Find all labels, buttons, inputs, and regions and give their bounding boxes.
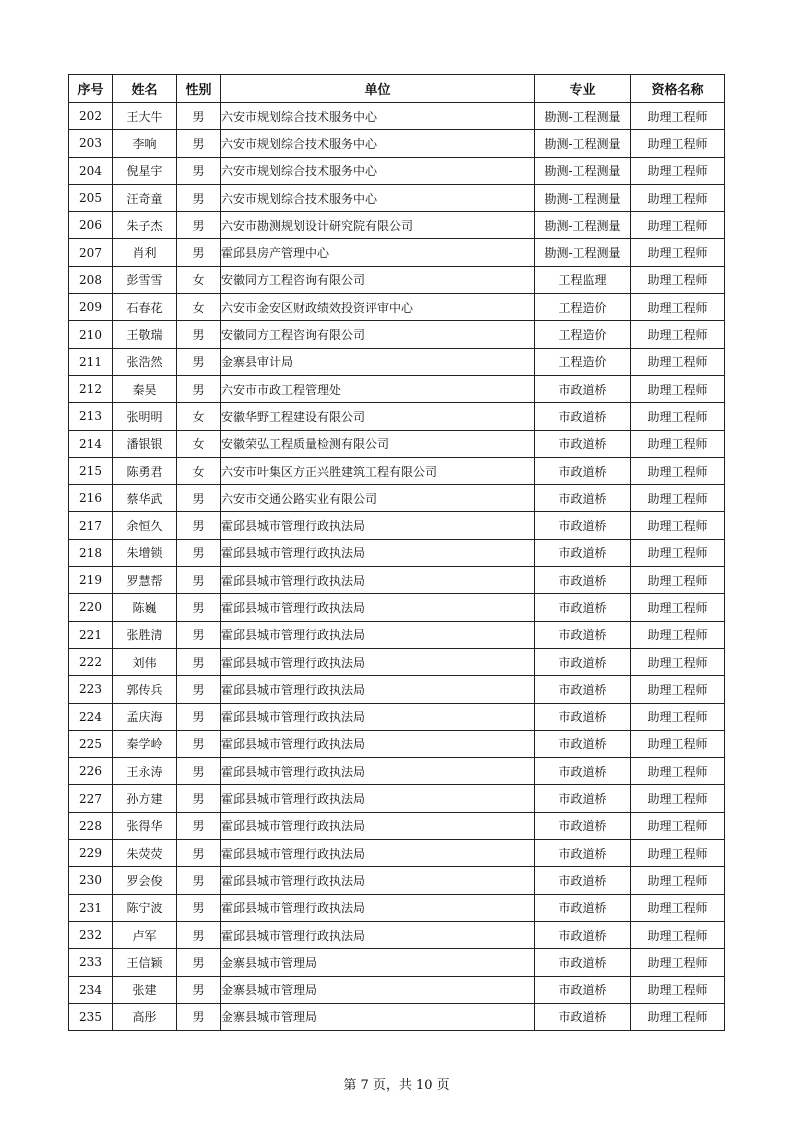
cell-seq: 204 — [69, 157, 113, 184]
cell-qualification: 助理工程师 — [631, 894, 725, 921]
page-number: 第 7 页，共 10 页 — [343, 1078, 450, 1093]
cell-major: 勘测-工程测量 — [535, 239, 631, 266]
cell-major: 市政道桥 — [535, 457, 631, 484]
cell-name: 孙方建 — [113, 785, 177, 812]
cell-gender: 女 — [177, 266, 221, 293]
cell-gender: 男 — [177, 676, 221, 703]
table-row — [69, 266, 725, 293]
cell-qualification: 助理工程师 — [631, 1003, 725, 1030]
cell-unit: 安徽同方工程咨询有限公司 — [221, 321, 535, 348]
cell-gender: 男 — [177, 976, 221, 1003]
cell-qualification: 助理工程师 — [631, 730, 725, 757]
cell-major: 市政道桥 — [535, 430, 631, 457]
cell-seq: 209 — [69, 294, 113, 321]
cell-name: 陈宁波 — [113, 894, 177, 921]
cell-unit: 霍邱县城市管理行政执法局 — [221, 785, 535, 812]
cell-unit: 霍邱县城市管理行政执法局 — [221, 567, 535, 594]
cell-qualification: 助理工程师 — [631, 812, 725, 839]
cell-seq: 208 — [69, 266, 113, 293]
cell-gender: 男 — [177, 758, 221, 785]
cell-unit: 金寨县城市管理局 — [221, 976, 535, 1003]
cell-qualification: 助理工程师 — [631, 758, 725, 785]
cell-qualification: 助理工程师 — [631, 676, 725, 703]
cell-major: 市政道桥 — [535, 512, 631, 539]
cell-seq: 217 — [69, 512, 113, 539]
cell-seq: 229 — [69, 840, 113, 867]
cell-seq: 220 — [69, 594, 113, 621]
cell-gender: 男 — [177, 921, 221, 948]
cell-unit: 霍邱县城市管理行政执法局 — [221, 730, 535, 757]
table-row — [69, 648, 725, 675]
cell-qualification: 助理工程师 — [631, 266, 725, 293]
cell-qualification: 助理工程师 — [631, 375, 725, 402]
cell-gender: 男 — [177, 348, 221, 375]
cell-seq: 205 — [69, 184, 113, 211]
table-row — [69, 375, 725, 402]
cell-unit: 六安市规划综合技术服务中心 — [221, 103, 535, 130]
cell-major: 工程造价 — [535, 294, 631, 321]
cell-gender: 男 — [177, 594, 221, 621]
cell-seq: 234 — [69, 976, 113, 1003]
cell-name: 秦昊 — [113, 375, 177, 402]
cell-gender: 男 — [177, 840, 221, 867]
cell-qualification: 助理工程师 — [631, 485, 725, 512]
cell-gender: 男 — [177, 103, 221, 130]
cell-gender: 男 — [177, 184, 221, 211]
cell-name: 王大牛 — [113, 103, 177, 130]
cell-unit: 六安市叶集区方正兴胜建筑工程有限公司 — [221, 457, 535, 484]
table-row — [69, 676, 725, 703]
cell-gender: 男 — [177, 1003, 221, 1030]
cell-unit: 霍邱县房产管理中心 — [221, 239, 535, 266]
cell-major: 工程监理 — [535, 266, 631, 293]
header-name: 姓名 — [113, 75, 177, 103]
cell-qualification: 助理工程师 — [631, 130, 725, 157]
cell-name: 朱荧荧 — [113, 840, 177, 867]
cell-name: 孟庆海 — [113, 703, 177, 730]
cell-gender: 男 — [177, 949, 221, 976]
cell-seq: 210 — [69, 321, 113, 348]
cell-qualification: 助理工程师 — [631, 840, 725, 867]
cell-major: 勘测-工程测量 — [535, 130, 631, 157]
cell-major: 市政道桥 — [535, 840, 631, 867]
cell-qualification: 助理工程师 — [631, 294, 725, 321]
cell-major: 市政道桥 — [535, 594, 631, 621]
cell-gender: 男 — [177, 157, 221, 184]
cell-qualification: 助理工程师 — [631, 921, 725, 948]
cell-unit: 六安市市政工程管理处 — [221, 375, 535, 402]
cell-seq: 226 — [69, 758, 113, 785]
header-unit: 单位 — [221, 75, 535, 103]
cell-major: 工程造价 — [535, 321, 631, 348]
header-qualification: 资格名称 — [631, 75, 725, 103]
cell-unit: 霍邱县城市管理行政执法局 — [221, 594, 535, 621]
cell-gender: 女 — [177, 403, 221, 430]
cell-seq: 227 — [69, 785, 113, 812]
cell-qualification: 助理工程师 — [631, 430, 725, 457]
header-gender: 性别 — [177, 75, 221, 103]
cell-name: 张浩然 — [113, 348, 177, 375]
table-row — [69, 294, 725, 321]
cell-unit: 安徽华野工程建设有限公司 — [221, 403, 535, 430]
table-row — [69, 594, 725, 621]
cell-seq: 214 — [69, 430, 113, 457]
cell-unit: 六安市规划综合技术服务中心 — [221, 157, 535, 184]
cell-gender: 女 — [177, 457, 221, 484]
cell-unit: 六安市勘测规划设计研究院有限公司 — [221, 212, 535, 239]
table-row — [69, 894, 725, 921]
cell-major: 市政道桥 — [535, 375, 631, 402]
cell-unit: 霍邱县城市管理行政执法局 — [221, 921, 535, 948]
cell-seq: 224 — [69, 703, 113, 730]
cell-name: 王永涛 — [113, 758, 177, 785]
table-row — [69, 512, 725, 539]
cell-name: 高彤 — [113, 1003, 177, 1030]
cell-seq: 223 — [69, 676, 113, 703]
cell-gender: 男 — [177, 703, 221, 730]
cell-major: 市政道桥 — [535, 812, 631, 839]
cell-gender: 男 — [177, 375, 221, 402]
cell-qualification: 助理工程师 — [631, 184, 725, 211]
table-row — [69, 921, 725, 948]
header-seq: 序号 — [69, 75, 113, 103]
cell-unit: 霍邱县城市管理行政执法局 — [221, 539, 535, 566]
cell-gender: 男 — [177, 321, 221, 348]
cell-seq: 222 — [69, 648, 113, 675]
cell-name: 潘银银 — [113, 430, 177, 457]
table-row — [69, 840, 725, 867]
cell-qualification: 助理工程师 — [631, 239, 725, 266]
cell-gender: 男 — [177, 894, 221, 921]
cell-name: 张明明 — [113, 403, 177, 430]
table-row — [69, 758, 725, 785]
table-row — [69, 812, 725, 839]
table-row — [69, 184, 725, 211]
cell-major: 市政道桥 — [535, 676, 631, 703]
cell-qualification: 助理工程师 — [631, 594, 725, 621]
table-row — [69, 130, 725, 157]
cell-qualification: 助理工程师 — [631, 539, 725, 566]
cell-name: 余恒久 — [113, 512, 177, 539]
table-row — [69, 703, 725, 730]
cell-unit: 金寨县城市管理局 — [221, 949, 535, 976]
header-row — [69, 75, 725, 103]
cell-major: 勘测-工程测量 — [535, 157, 631, 184]
cell-qualification: 助理工程师 — [631, 457, 725, 484]
table-row — [69, 348, 725, 375]
table-row — [69, 103, 725, 130]
cell-gender: 男 — [177, 539, 221, 566]
table-body — [69, 103, 725, 1031]
cell-qualification: 助理工程师 — [631, 648, 725, 675]
cell-qualification: 助理工程师 — [631, 157, 725, 184]
cell-major: 市政道桥 — [535, 730, 631, 757]
cell-seq: 221 — [69, 621, 113, 648]
cell-name: 石春花 — [113, 294, 177, 321]
cell-name: 王敬瑞 — [113, 321, 177, 348]
cell-gender: 女 — [177, 430, 221, 457]
cell-qualification: 助理工程师 — [631, 949, 725, 976]
cell-qualification: 助理工程师 — [631, 621, 725, 648]
cell-gender: 男 — [177, 785, 221, 812]
cell-major: 勘测-工程测量 — [535, 103, 631, 130]
table-row — [69, 867, 725, 894]
cell-name: 倪星宇 — [113, 157, 177, 184]
cell-major: 工程造价 — [535, 348, 631, 375]
cell-unit: 六安市规划综合技术服务中心 — [221, 184, 535, 211]
cell-seq: 215 — [69, 457, 113, 484]
cell-gender: 男 — [177, 485, 221, 512]
cell-name: 肖利 — [113, 239, 177, 266]
cell-name: 王信颖 — [113, 949, 177, 976]
cell-seq: 233 — [69, 949, 113, 976]
cell-seq: 232 — [69, 921, 113, 948]
table-row — [69, 212, 725, 239]
table-row — [69, 730, 725, 757]
cell-name: 张胜清 — [113, 621, 177, 648]
cell-unit: 金寨县城市管理局 — [221, 1003, 535, 1030]
cell-gender: 男 — [177, 130, 221, 157]
cell-major: 市政道桥 — [535, 921, 631, 948]
table-row — [69, 457, 725, 484]
cell-gender: 男 — [177, 212, 221, 239]
table-row — [69, 403, 725, 430]
table-row — [69, 621, 725, 648]
cell-name: 刘伟 — [113, 648, 177, 675]
cell-qualification: 助理工程师 — [631, 567, 725, 594]
cell-seq: 203 — [69, 130, 113, 157]
cell-name: 张建 — [113, 976, 177, 1003]
header-major: 专业 — [535, 75, 631, 103]
cell-name: 罗慧帮 — [113, 567, 177, 594]
cell-seq: 213 — [69, 403, 113, 430]
cell-major: 市政道桥 — [535, 976, 631, 1003]
cell-qualification: 助理工程师 — [631, 512, 725, 539]
table-header — [69, 75, 725, 103]
cell-major: 市政道桥 — [535, 539, 631, 566]
cell-unit: 霍邱县城市管理行政执法局 — [221, 676, 535, 703]
cell-major: 市政道桥 — [535, 894, 631, 921]
cell-unit: 霍邱县城市管理行政执法局 — [221, 703, 535, 730]
cell-name: 张得华 — [113, 812, 177, 839]
cell-name: 彭雪雪 — [113, 266, 177, 293]
table-row — [69, 785, 725, 812]
cell-gender: 男 — [177, 730, 221, 757]
table-row — [69, 239, 725, 266]
cell-major: 市政道桥 — [535, 403, 631, 430]
cell-name: 卢军 — [113, 921, 177, 948]
cell-name: 罗会俊 — [113, 867, 177, 894]
cell-seq: 231 — [69, 894, 113, 921]
table-row — [69, 430, 725, 457]
cell-seq: 228 — [69, 812, 113, 839]
cell-major: 市政道桥 — [535, 867, 631, 894]
cell-gender: 男 — [177, 239, 221, 266]
cell-unit: 霍邱县城市管理行政执法局 — [221, 512, 535, 539]
cell-major: 市政道桥 — [535, 567, 631, 594]
cell-qualification: 助理工程师 — [631, 703, 725, 730]
cell-unit: 霍邱县城市管理行政执法局 — [221, 648, 535, 675]
table-row — [69, 567, 725, 594]
cell-qualification: 助理工程师 — [631, 321, 725, 348]
cell-major: 勘测-工程测量 — [535, 184, 631, 211]
table-row — [69, 976, 725, 1003]
table-row — [69, 539, 725, 566]
cell-name: 李响 — [113, 130, 177, 157]
cell-seq: 207 — [69, 239, 113, 266]
cell-gender: 男 — [177, 867, 221, 894]
cell-seq: 225 — [69, 730, 113, 757]
table-row — [69, 949, 725, 976]
table-row — [69, 1003, 725, 1030]
cell-name: 郭传兵 — [113, 676, 177, 703]
cell-gender: 男 — [177, 648, 221, 675]
cell-seq: 218 — [69, 539, 113, 566]
cell-name: 陈巍 — [113, 594, 177, 621]
cell-seq: 202 — [69, 103, 113, 130]
cell-seq: 235 — [69, 1003, 113, 1030]
cell-qualification: 助理工程师 — [631, 403, 725, 430]
cell-name: 朱子杰 — [113, 212, 177, 239]
cell-major: 市政道桥 — [535, 785, 631, 812]
cell-seq: 212 — [69, 375, 113, 402]
cell-major: 市政道桥 — [535, 949, 631, 976]
cell-name: 汪奇童 — [113, 184, 177, 211]
table-row — [69, 157, 725, 184]
cell-major: 市政道桥 — [535, 758, 631, 785]
cell-name: 朱增锁 — [113, 539, 177, 566]
cell-gender: 男 — [177, 512, 221, 539]
cell-name: 蔡华武 — [113, 485, 177, 512]
cell-unit: 霍邱县城市管理行政执法局 — [221, 621, 535, 648]
table-row — [69, 485, 725, 512]
cell-unit: 六安市金安区财政绩效投资评审中心 — [221, 294, 535, 321]
cell-seq: 230 — [69, 867, 113, 894]
cell-qualification: 助理工程师 — [631, 785, 725, 812]
cell-major: 市政道桥 — [535, 485, 631, 512]
cell-gender: 男 — [177, 621, 221, 648]
table-row — [69, 321, 725, 348]
cell-seq: 216 — [69, 485, 113, 512]
cell-unit: 霍邱县城市管理行政执法局 — [221, 812, 535, 839]
cell-qualification: 助理工程师 — [631, 348, 725, 375]
cell-unit: 安徽荣弘工程质量检测有限公司 — [221, 430, 535, 457]
cell-qualification: 助理工程师 — [631, 976, 725, 1003]
cell-qualification: 助理工程师 — [631, 212, 725, 239]
cell-major: 勘测-工程测量 — [535, 212, 631, 239]
cell-gender: 女 — [177, 294, 221, 321]
cell-gender: 男 — [177, 567, 221, 594]
cell-unit: 霍邱县城市管理行政执法局 — [221, 894, 535, 921]
cell-name: 秦学岭 — [113, 730, 177, 757]
cell-unit: 霍邱县城市管理行政执法局 — [221, 867, 535, 894]
cell-unit: 六安市交通公路实业有限公司 — [221, 485, 535, 512]
cell-major: 市政道桥 — [535, 621, 631, 648]
cell-major: 市政道桥 — [535, 703, 631, 730]
cell-major: 市政道桥 — [535, 648, 631, 675]
cell-name: 陈勇君 — [113, 457, 177, 484]
cell-gender: 男 — [177, 812, 221, 839]
cell-unit: 六安市规划综合技术服务中心 — [221, 130, 535, 157]
cell-seq: 219 — [69, 567, 113, 594]
cell-seq: 211 — [69, 348, 113, 375]
cell-major: 市政道桥 — [535, 1003, 631, 1030]
cell-qualification: 助理工程师 — [631, 867, 725, 894]
cell-unit: 霍邱县城市管理行政执法局 — [221, 840, 535, 867]
cell-unit: 金寨县审计局 — [221, 348, 535, 375]
cell-unit: 安徽同方工程咨询有限公司 — [221, 266, 535, 293]
cell-qualification: 助理工程师 — [631, 103, 725, 130]
cell-seq: 206 — [69, 212, 113, 239]
roster-table — [68, 74, 725, 1031]
cell-unit: 霍邱县城市管理行政执法局 — [221, 758, 535, 785]
